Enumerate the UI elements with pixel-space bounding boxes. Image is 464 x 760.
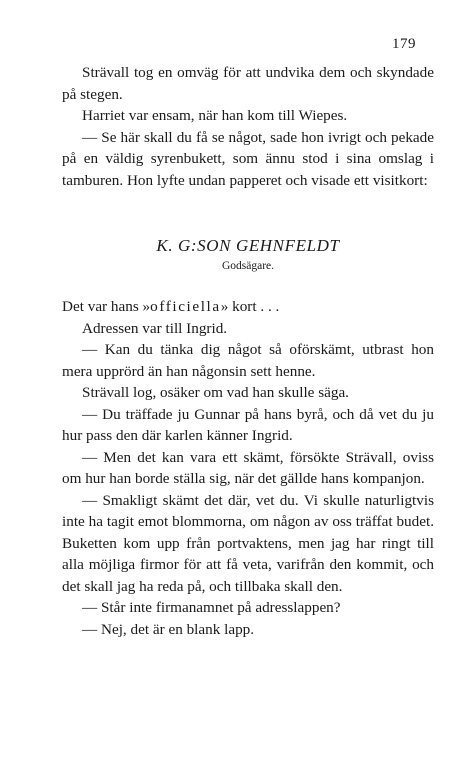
- card-title: Godsägare.: [221, 260, 275, 272]
- paragraph: — Du träffade ju Gunnar på hans byrå, och då vet du ju hur pass den där karlen känner Ingrid.: [62, 405, 434, 444]
- top-text-block: [62, 62, 434, 191]
- bottom-text-block: [62, 296, 434, 640]
- paragraph: Harriet var ensam, när han kom till Wiepes.: [82, 107, 348, 124]
- paragraph: — Kan du tänka dig något så oförskämt, utbrast hon mera upprörd än han någonsin sett henne.: [62, 341, 434, 380]
- page-number: 179: [392, 36, 416, 52]
- paragraph: [62, 296, 434, 318]
- paragraph-text: » kort . . .: [220, 298, 280, 315]
- paragraph: — Smakligt skämt det där, vet du. Vi skulle naturligtvis inte ha tagit emot blommorna, om någon av oss träffat budet. Buketten kom upp från portvaktens, men jag har ringt till alla möjliga firmor för att få veta, varifrån den kommit, och det skall jag ha reda på, och tillbaka skall den.: [62, 491, 434, 595]
- visiting-card: [62, 235, 434, 274]
- paragraph: — Står inte firmanamnet på adresslappen?: [82, 599, 341, 616]
- paragraph: Strävall log, osäker om vad han skulle säga.: [82, 384, 349, 401]
- card-name: K. G:SON GEHNFELDT: [156, 236, 340, 255]
- paragraph: — Se här skall du få se något, sade hon ivrigt och pekade på en väldig syrenbukett, som ännu stod i sina omslag i tamburen. Hon lyfte undan papperet och visade ett visitkort:: [62, 128, 434, 189]
- paragraph: — Men det kan vara ett skämt, försökte Strävall, oviss om hur han borde ställa sig, när det gällde hans kompanjon.: [62, 448, 434, 487]
- paragraph-text: Det var hans »: [62, 298, 151, 315]
- paragraph: Adressen var till Ingrid.: [82, 319, 228, 337]
- paragraph: — Nej, det är en blank lapp.: [82, 620, 255, 638]
- paragraph: Strävall tog en omväg för att undvika dem och skyndade på stegen.: [62, 64, 434, 103]
- emphasized-word: officiella: [150, 298, 221, 315]
